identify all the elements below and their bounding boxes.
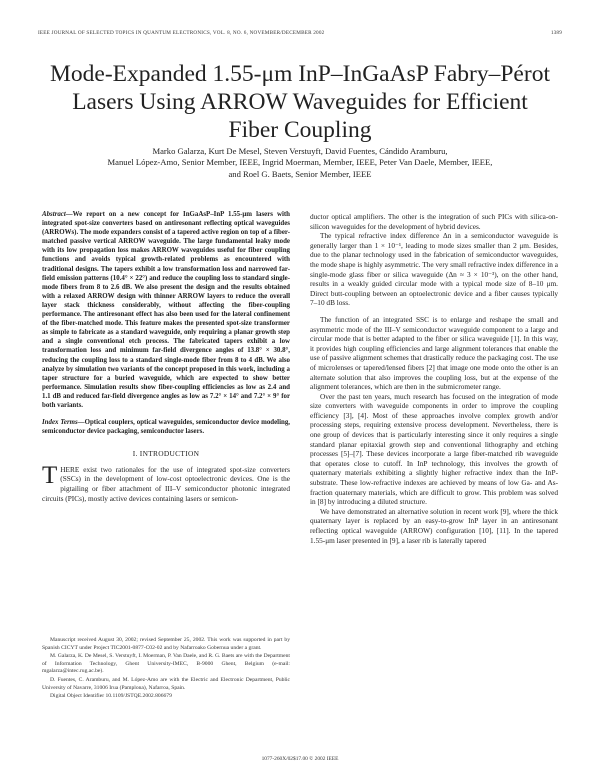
intro-paragraph <box>42 461 290 503</box>
journal-name: IEEE JOURNAL OF SELECTED TOPICS IN QUANTUM ELECTRONICS, VOL. 8, NO. 6, NOVEMBER/DECEMBER 2002 <box>38 30 325 36</box>
authors-line-1: Marko Galarza, Kurt De Mesel, Steven Verstuyft, David Fuentes, Cándido Aramburu, <box>152 146 448 156</box>
footnote-affiliation-2: D. Fuentes, C. Aramburu, and M. López-Amo are with the Electric and Electronic Department, Public University of Navarre, 31006 Irua (Pamplona), Nafarroa, Spain. <box>42 676 290 691</box>
author-list <box>40 146 560 180</box>
section-heading: I. INTRODUCTION <box>132 449 200 459</box>
index-terms-text: Optical couplers, optical waveguides, semiconductor device modeling, semiconductor device packaging, semiconductor lasers. <box>42 419 290 436</box>
left-column <box>42 210 290 503</box>
title-line-1: Mode-Expanded 1.55-μm InP–InGaAsP Fabry–Pérot <box>50 61 550 87</box>
abstract-lead: Abstract— <box>42 211 73 218</box>
running-head <box>38 30 562 36</box>
footnote-doi: Digital Object Identifier 10.1109/JSTQE.2002.806679 <box>50 693 172 700</box>
body-paragraph-2: The typical refractive index difference Δn in a semiconductor waveguide is generally larger than 1 × 10⁻¹, leading to mode sizes smaller than 2 μm. Besides, due to the planar technology used in the fabrication of semiconductor waveguides, the mode shape is highly asymmetric. The very small refractive index difference in a single-mode glass fiber or silica waveguide (Δn ≈ 3 × 10⁻³), on the other hand, results in a weakly guided circular mode with a typical mode size of 8–10 μm. Direct butt-coupling between an optoelectronic device and a fiber causes typically 7–10 dB loss. <box>310 231 558 308</box>
paragraph-gap <box>310 308 558 315</box>
body-paragraph-1: ductor optical amplifiers. The other is the integration of such PICs with silica-on-silicon waveguides for the development of hybrid devices. <box>310 212 558 231</box>
abstract <box>42 210 290 410</box>
title-line-2: Lasers Using ARROW Waveguides for Efficient <box>72 89 528 115</box>
body-paragraph-3: The function of an integrated SSC is to enlarge and reshape the small and asymmetric mode of the III–V semiconductor waveguide component to a large and circular mode that is better adapted to the fiber or silica waveguide [1]. In this way, it provides high coupling efficiencies and large alignment tolerances that enable the use of passive alignment schemes that drastically reduce the packaging cost. The use of microlenses or tapered/lensed fibers [2] that image one mode onto the other is an alternate solution that also improves the coupling loss, but at the expense of the alignment tolerances, which are then in the submicrometer range. <box>310 314 558 392</box>
authors-line-2: Manuel López-Amo, Senior Member, IEEE, Ingrid Moerman, Member, IEEE, Peter Van Daele, Member, IEEE, <box>107 157 493 168</box>
right-column <box>310 212 558 545</box>
authors-line-3: and Roel G. Baets, Senior Member, IEEE <box>228 168 372 179</box>
footnote-affiliation-1: M. Galarza, K. De Mesel, S. Verstuyft, I. Moerman, P. Van Daele, and R. G. Baets are with the Department of Information Technology, Ghent University-IMEC, B-9000 Ghent, Belgium (e-mail: mgalarza@intec.rug.ac.be). <box>42 653 290 675</box>
footnotes <box>42 637 290 702</box>
page-number: 1389 <box>550 30 562 36</box>
index-terms <box>42 418 290 436</box>
index-terms-lead: Index Terms— <box>42 419 85 427</box>
title-line-3: Fiber Coupling <box>228 117 372 143</box>
copyright-footer: 1077-260X/02$17.00 © 2002 IEEE <box>261 756 339 762</box>
footnote-received: Manuscript received August 30, 2002; revised September 25, 2002. This work was supported in part by Spanish CICYT under Project TIC2001-0877-C02-02 and by Nafarroako Gobernua under a grant. <box>42 637 290 651</box>
body-paragraph-5: We have demonstrated an alternative solution in recent work [9], where the thick quaternary layer is replaced by an easy-to-grow InP layer in an antiresonant reflecting optical waveguide (ARROW) configuration [10], [11]. In the tapered 1.55-μm laser presented in [9], a laser rib is laterally tapered <box>310 506 558 545</box>
intro-text: HERE exist two rationales for the use of integrated spot-size converters (SSCs) in the development of low-cost optoelectronic devices. One is the pigtailing or fiber attachment of III–V semiconductor photonic integrated circuits (PICs), mostly active devices containing lasers or semicon- <box>42 464 290 503</box>
drop-cap: T <box>42 461 58 489</box>
paper-title <box>30 60 570 144</box>
abstract-text: We report on a new concept for InGaAsP–InP 1.55-μm lasers with integrated spot-size converters based on antiresonant reflecting optical waveguides (ARROWs). The mode expanders consist of a tapered active region on top of a fiber-matched passive vertical ARROW waveguide. The large fundamental leaky mode with its low propagation loss makes ARROW waveguides useful for fiber coupling functions and avoids typical growth-related problems as encountered with traditional designs. The tapers exhibit a low transformation loss and narrowed far-field emission patterns (10.4° × 22°) and reduce the coupling loss to standard single-mode fibers from 8 to 2.6 dB. We also present the design and the results obtained with a relaxed ARROW design with thinner ARROW layers to reduce the overall layer stack thickness considerably, without affecting the fiber-coupling performance. The antiresonant effect has also been used for the lateral confinement of the fiber-matched mode. This feature makes the presented spot-size transformer as simple to fabricate as a standard waveguide, only requiring a planar growth step and a single conventional etch process. The fabricated tapers exhibit a low transformation loss and minimum far-field divergence angles of 13.8° × 30.8°, reducing the coupling loss to a standard single-mode fiber from 8 to 4 dB. We also analyze by simulation two variants of the concept proposed in this work, including a taper structure for a buried waveguide, which are expected to show better performance. Simulation results show fiber-coupling efficiencies as low as 2.4 and 1.1 dB and reduced far-field divergence angles as low as 7.2° × 14° and 7.2° × 9° for both variants. <box>42 211 290 409</box>
body-paragraph-4: Over the past ten years, much research has focused on the integration of mode size converters with waveguide components in order to improve the coupling efficiency [3], [4]. Most of these approaches involve complex growth and/or processing steps, requiring extensive process development. Nevertheless, there is one group of devices that is particularly interesting since it only requires a single standard planar epitaxial growth step and conventional lithography and etching processes [5]–[7]. These devices incorporate a large fiber-matched rib waveguide that operates close to cutoff. In InP technology, this involves the growth of quaternary materials exhibiting a slightly higher refractive index than the InP-substrate. These low-refractive indexes are achieved by means of low Ga- and As-fraction quaternary materials, which are difficult to grow. This problem was solved in [8] by introducing a diluted structure. <box>310 391 558 507</box>
